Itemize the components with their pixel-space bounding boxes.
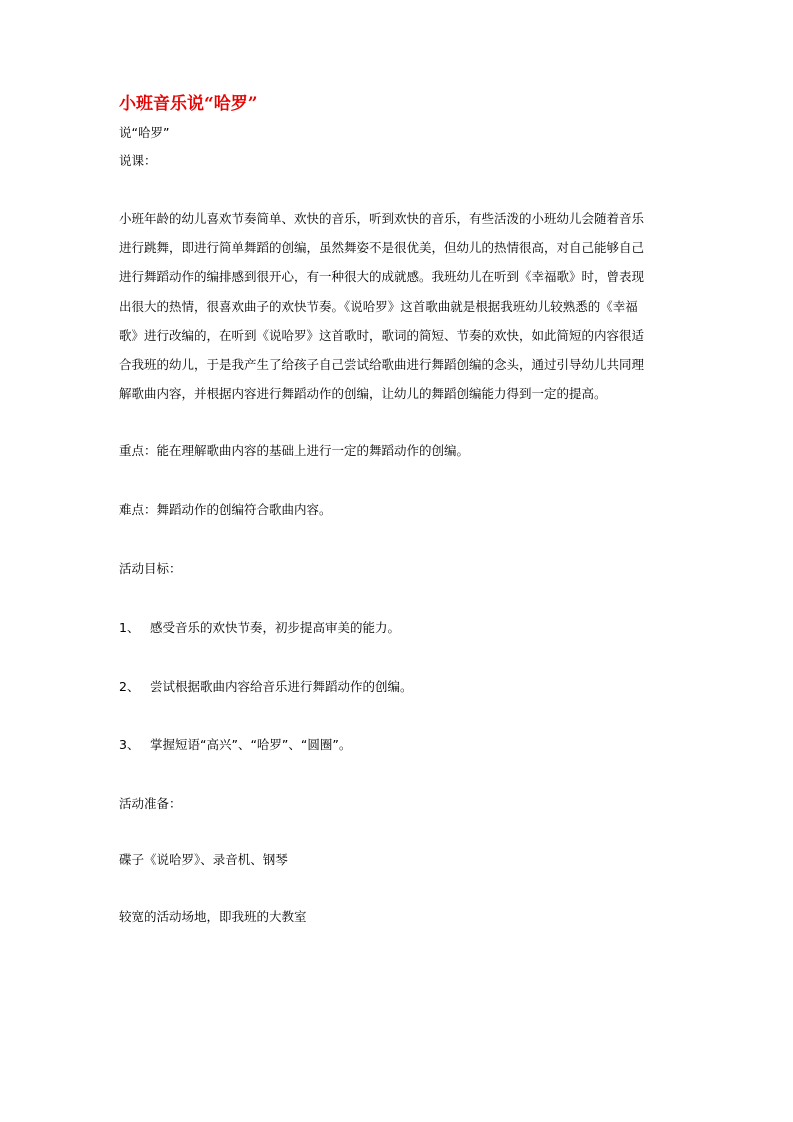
- difficulty-point: 难点：舞蹈动作的创编符合歌曲内容。: [119, 502, 332, 517]
- goal-item: [119, 679, 413, 695]
- intro-line: 进行跳舞，即进行简单舞蹈的创编，虽然舞姿不是很优美，但幼儿的热情很高，对自己能够自己: [119, 240, 645, 256]
- goal-text: 掌握短语“高兴”、“哈罗”、“圆圈”。: [150, 737, 352, 752]
- intro-line: 进行舞蹈动作的编排感到很开心，有一种很大的成就感。我班幼儿在听到《幸福歌》时，曾表现: [119, 269, 645, 285]
- intro-line: 歌》进行改编的，在听到《说哈罗》这首歌时，歌词的简短、节奏的欢快，如此简短的内容很适: [119, 327, 645, 343]
- prep-item: 碟子《说哈罗》、录音机、钢琴: [119, 852, 288, 867]
- goal-text: 尝试根据歌曲内容给音乐进行舞蹈动作的创编。: [150, 679, 413, 694]
- goal-item: [119, 620, 400, 636]
- prep-item: 较宽的活动场地，即我班的大教室: [119, 909, 307, 924]
- intro-line: 合我班的幼儿，于是我产生了给孩子自己尝试给歌曲进行舞蹈创编的念头，通过引导幼儿共同理: [119, 357, 645, 373]
- goals-heading: 活动目标：: [119, 561, 182, 576]
- document-title: 小班音乐说“哈罗”: [119, 94, 258, 114]
- goal-number: 3、: [119, 737, 140, 752]
- intro-line: 小班年龄的幼儿喜欢节奏简单、欢快的音乐，听到欢快的音乐，有些活泼的小班幼儿会随着音乐: [119, 211, 645, 226]
- goal-item: [119, 737, 351, 753]
- prep-heading: 活动准备：: [119, 796, 182, 811]
- intro-line: 解歌曲内容，并根据内容进行舞蹈动作的创编，让幼儿的舞蹈创编能力得到一定的提高。: [119, 386, 607, 402]
- document-subtitle: 说“哈罗”: [119, 125, 170, 140]
- goal-number: 1、: [119, 620, 140, 635]
- intro-paragraph: [119, 204, 679, 408]
- intro-line: 出很大的热情，很喜欢曲子的欢快节奏。《说哈罗》这首歌曲就是根据我班幼儿较熟悉的《幸福: [119, 298, 638, 314]
- key-point: 重点：能在理解歌曲内容的基础上进行一定的舞蹈动作的创编。: [119, 443, 470, 458]
- goal-text: 感受音乐的欢快节奏，初步提高审美的能力。: [150, 620, 401, 635]
- section-heading-talk: 说课：: [119, 153, 157, 168]
- goal-number: 2、: [119, 679, 140, 694]
